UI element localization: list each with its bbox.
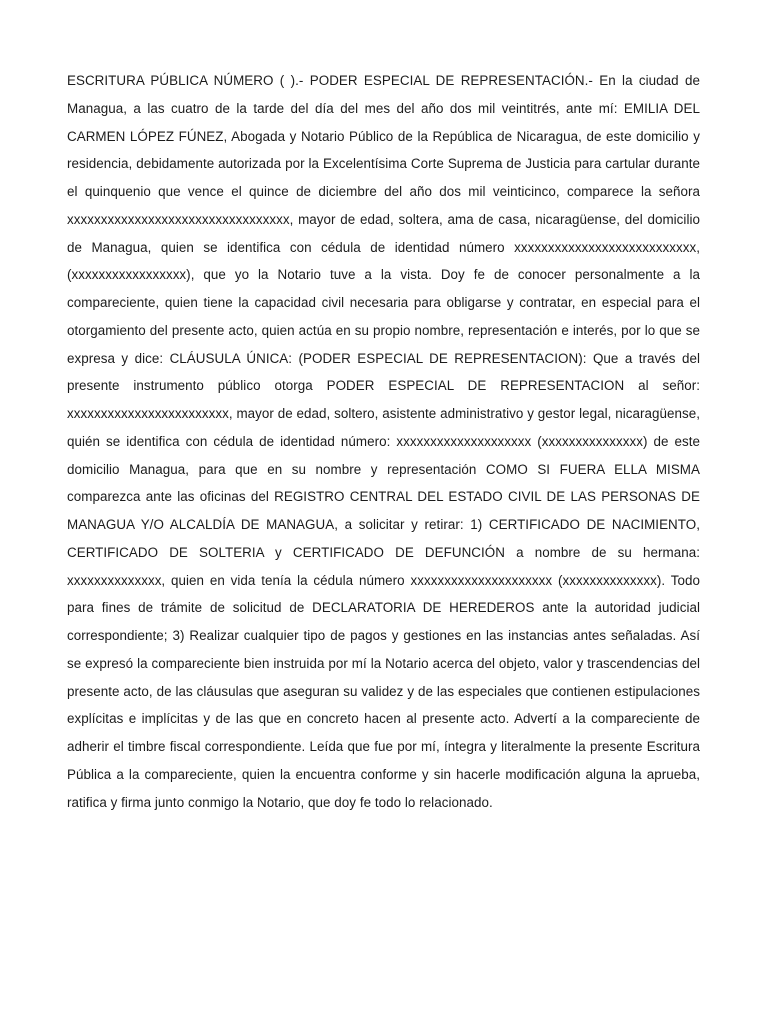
body-paragraph: ESCRITURA PÚBLICA NÚMERO ( ).- PODER ESPECIAL DE REPRESENTACIÓN.- En la ciudad de Managua, a las cuatro de la tarde del día del mes del año dos mil veintitrés, ante mí: EMILIA DEL CARMEN LÓPEZ FÚNEZ, Abogada y Notario Público de la República de Nicaragua, de este domicilio y residencia, debidamente autorizada por la Excelentísima Corte Suprema de Justicia para cartular durante el quinquenio que vence el quince de diciembre del año dos mil veinticinco, comparece la señora xxxxxxxxxxxxxxxxxxxxxxxxxxxxxxxxx, mayor de edad, soltera, ama de casa, nicaragüense, del domicilio de Managua, quien se identifica con cédula de identidad número xxxxxxxxxxxxxxxxxxxxxxxxxxx, (xxxxxxxxxxxxxxxxx), que yo la Notario tuve a la vista. Doy fe de conocer personalmente a la compareciente, quien tiene la capacidad civil necesaria para obligarse y contratar, en especial para el otorgamiento del presente acto, quien actúa en su propio nombre, representación e interés, por lo que se expresa y dice: CLÁUSULA ÚNICA: (PODER ESPECIAL DE REPRESENTACION): Que a través del presente instrumento público otorga PODER ESPECIAL DE REPRESENTACION al señor: xxxxxxxxxxxxxxxxxxxxxxxx, mayor de edad, soltero, asistente administrativo y gestor legal, nicaragüense, quién se identifica con cédula de identidad número: xxxxxxxxxxxxxxxxxxxx (xxxxxxxxxxxxxxx) de este domicilio Managua, para que en su nombre y representación COMO SI FUERA ELLA MISMA comparezca ante las oficinas del REGISTRO CENTRAL DEL ESTADO CIVIL DE LAS PERSONAS DE MANAGUA Y/O ALCALDÍA DE MANAGUA, a solicitar y retirar: 1) CERTIFICADO DE NACIMIENTO, CERTIFICADO DE SOLTERIA y CERTIFICADO DE DEFUNCIÓN a nombre de su hermana: xxxxxxxxxxxxxx, quien en vida tenía la cédula número xxxxxxxxxxxxxxxxxxxxx (xxxxxxxxxxxxxx). Todo para fines de trámite de solicitud de DECLARATORIA DE HEREDEROS ante la autoridad judicial correspondiente; 3) Realizar cualquier tipo de pagos y gestiones en las instancias antes señaladas. Así se expresó la compareciente bien instruida por mí la Notario acerca del objeto, valor y trascendencias del presente acto, de las cláusulas que aseguran su validez y de las especiales que contienen estipulaciones explícitas e implícitas y de las que en concreto hacen al presente acto. Advertí a la compareciente de adherir el timbre fiscal correspondiente. Leída que fue por mí, íntegra y literalmente la presente Escritura Pública a la compareciente, quien la encuentra conforme y sin hacerle modificación alguna la aprueba, ratifica y firma junto conmigo la Notario, que doy fe todo lo relacionado. bbox=[67, 73, 700, 810]
document-body bbox=[67, 67, 700, 816]
